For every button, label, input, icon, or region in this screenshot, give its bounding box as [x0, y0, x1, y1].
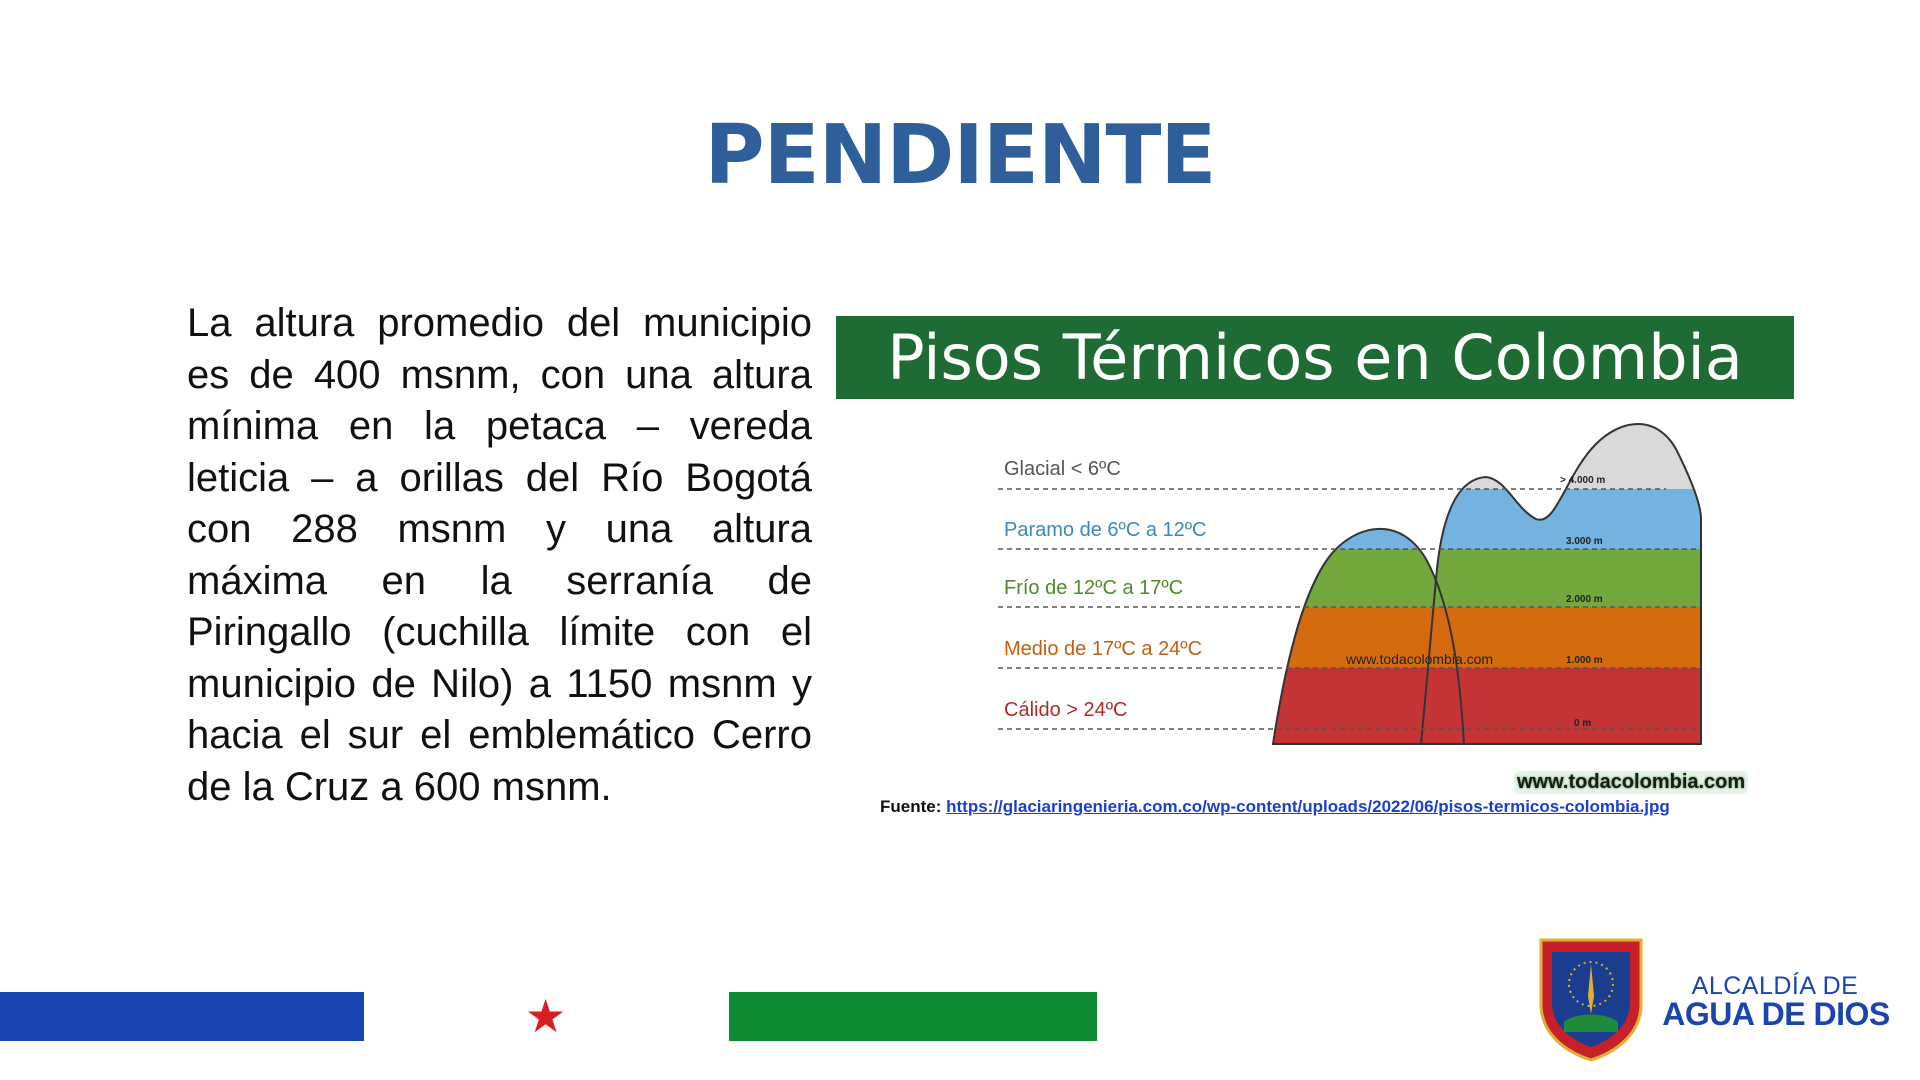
altitude-mark-1000: 1.000 m — [1566, 655, 1603, 666]
red-star-icon: ★ — [525, 990, 567, 1042]
zone-band-paramo — [1236, 489, 1716, 549]
zone-label-calido: Cálido > 24ºC — [1004, 699, 1128, 721]
zone-band-calido — [1236, 668, 1716, 744]
brand-line-2: AGUA DE DIOS — [1662, 996, 1890, 1032]
altitude-mark-2000: 2.000 m — [1566, 594, 1603, 605]
thermal-floors-diagram — [836, 399, 1794, 759]
figure-source — [880, 797, 1670, 817]
flag-bar-blue — [0, 992, 364, 1041]
altitude-mark-3000: 3.000 m — [1566, 536, 1603, 547]
brand-line-1: ALCALDÍA DE — [1691, 972, 1859, 1000]
body-paragraph: La altura promedio del municipio es de 400 msnm, con una altura mínima en la petaca – vereda leticia – a orillas del Río Bogotá con 288 msnm y una altura máxima en la serranía de Piringallo (cuchilla límite con el municipio de Nilo) a 1150 msnm y hacia el sur el emblemático Cerro de la Cruz a 600 msnm. — [187, 301, 812, 809]
altitude-mark-4000: > 4.000 m — [1560, 475, 1606, 486]
source-link[interactable]: https://glaciaringenieria.com.co/wp-content/uploads/2022/06/pisos-termicos-colombia.jpg — [946, 797, 1670, 816]
zone-label-frio: Frío de 12ºC a 17ºC — [1004, 577, 1184, 599]
thermal-floors-figure — [836, 316, 1794, 831]
flag-bar-green — [729, 992, 1097, 1041]
zone-label-glacial: Glacial < 6ºC — [1004, 458, 1121, 480]
mountain-fill — [1236, 399, 1716, 744]
inner-watermark: www.todacolombia.com — [1346, 651, 1494, 667]
zone-band-glacial — [1236, 399, 1716, 489]
source-label: Fuente: — [880, 797, 942, 816]
zone-label-medio: Medio de 17ºC a 24ºC — [1004, 638, 1203, 660]
altitude-mark-0: 0 m — [1574, 718, 1592, 729]
figure-watermark: www.todacolombia.com — [1514, 771, 1748, 794]
slide-title: PENDIENTE — [704, 108, 1216, 203]
figure-banner-title: Pisos Térmicos en Colombia — [836, 316, 1794, 399]
coat-of-arms-icon — [1536, 934, 1646, 1062]
zone-label-paramo: Paramo de 6ºC a 12ºC — [1004, 519, 1207, 541]
